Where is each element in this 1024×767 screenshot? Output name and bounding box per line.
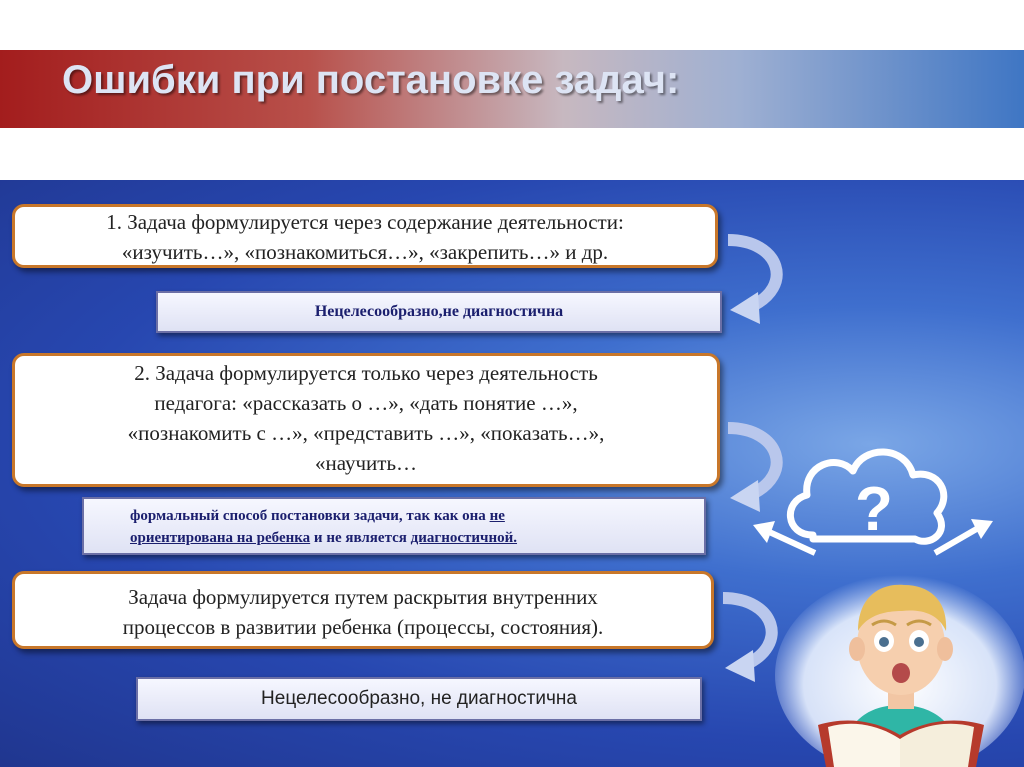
- verdict-3-text: Нецелесообразно, не диагностична: [261, 688, 577, 709]
- task-2-line-3: «познакомить с …», «представить …», «показать…»,: [127, 421, 605, 445]
- verdict-2-part-4: и не является: [310, 530, 411, 546]
- task-box-2: [12, 353, 720, 487]
- task-1-line-2: «изучить…», «познакомиться…», «закрепить…» и др.: [121, 240, 609, 264]
- task-2-line-4: «научить…: [314, 451, 418, 475]
- verdict-2-part-5: диагностичной.: [410, 530, 518, 546]
- title-bar: [0, 50, 1024, 128]
- task-box-3: [12, 571, 714, 649]
- task-2-line-1: 2. Задача формулируется только через деятельность: [134, 361, 598, 385]
- question-mark-icon: ?: [855, 475, 893, 544]
- task-2-line-2: педагога: «рассказать о …», «дать понятие …»,: [154, 391, 578, 415]
- content-panel: [0, 180, 1024, 767]
- verdict-box-2: [82, 497, 706, 555]
- verdict-1-text: Нецелесообразно,не диагностична: [314, 303, 564, 320]
- task-box-1: [12, 204, 718, 268]
- slide-title: Ошибки при постановке задач:: [62, 58, 680, 102]
- curved-arrow-icon: [720, 232, 800, 332]
- verdict-2-part-1: формальный способ постановки задачи, так как она: [130, 508, 490, 524]
- task-3-line-2: процессов в развитии ребенка (процессы, состояния).: [122, 615, 604, 639]
- verdict-box-1: [156, 291, 722, 333]
- verdict-2-part-2: не: [489, 508, 505, 524]
- task-3-line-1: Задача формулируется путем раскрытия внутренних: [128, 585, 598, 609]
- task-1-line-1: 1. Задача формулируется через содержание деятельности:: [106, 210, 624, 234]
- verdict-2-part-3: ориентирована на ребенка: [130, 530, 311, 546]
- surprised-boy-with-book: [770, 565, 1024, 767]
- verdict-box-3: [136, 677, 702, 721]
